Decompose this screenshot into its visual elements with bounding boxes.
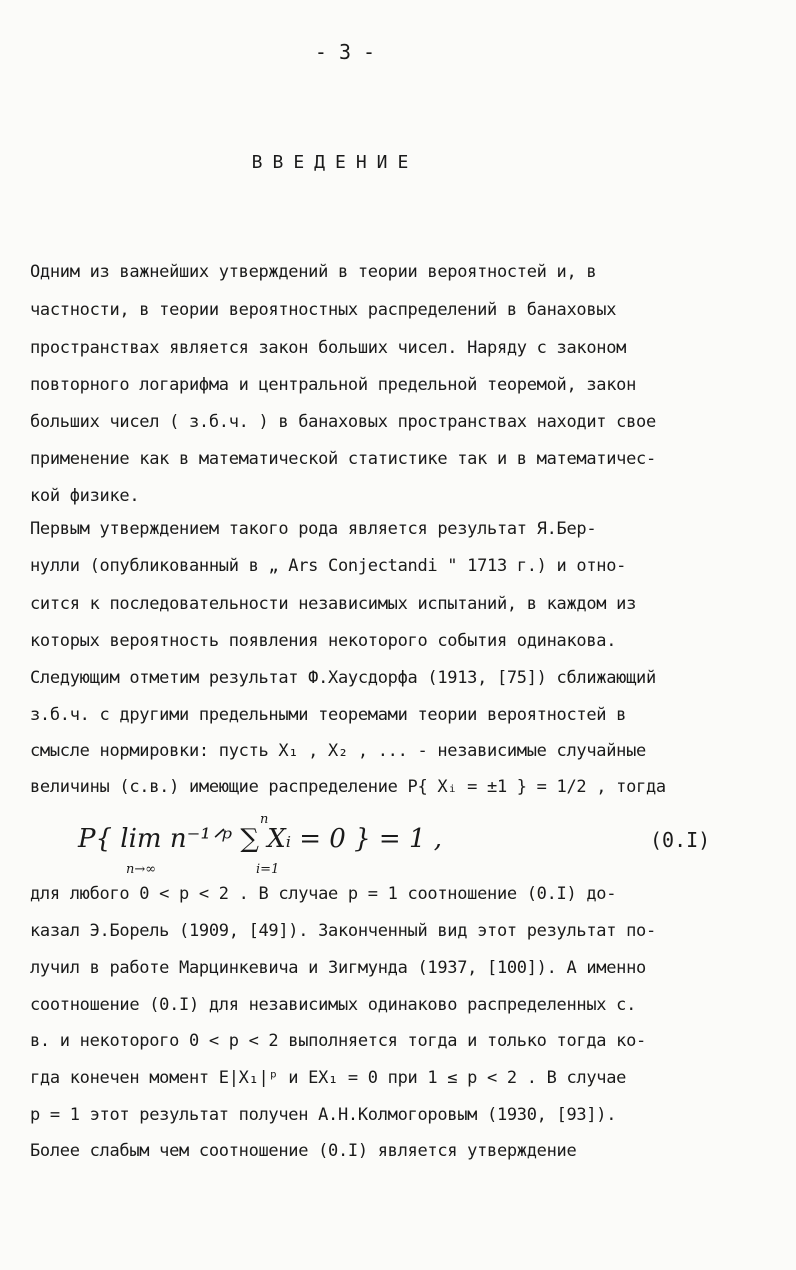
text-line: повторного логарифма и центральной предельной теоремой, закон	[30, 375, 637, 395]
text-line: p = 1 этот результат получен А.Н.Колмогоровым (1930, [93]).	[30, 1105, 617, 1125]
text-line: гда конечен момент E|X₁|ᵖ и EX₁ = 0 при 1 ≤ p < 2 . В случае	[30, 1068, 627, 1088]
text-line: лучил в работе Марцинкевича и Зигмунда (1937, [100]). А именно	[30, 958, 646, 978]
text-line: Следующим отметим результат Ф.Хаусдорфа (1913, [75]) сближающий	[30, 668, 656, 688]
text-line: для любого 0 < p < 2 . В случае p = 1 соотношение (0.I) до-	[30, 884, 617, 904]
text-line: соотношение (0.I) для независимых одинаково распределенных с.	[30, 995, 637, 1015]
text-line: нулли (опубликованный в „ Ars Conjectandi " 1713 г.) и отно-	[30, 556, 627, 576]
text-line: применение как в математической статистике так и в математичес-	[30, 449, 656, 469]
text-line: сится к последовательности независимых испытаний, в каждом из	[30, 594, 637, 614]
equation-number: (0.I)	[650, 828, 711, 852]
text-line: смысле нормировки: пусть X₁ , X₂ , ... - независимые случайные	[30, 741, 646, 761]
text-line: величины (с.в.) имеющие распределение P{ Xᵢ = ±1 } = 1/2 , тогда	[30, 777, 666, 797]
text-line: з.б.ч. с другими предельными теоремами теории вероятностей в	[30, 705, 627, 725]
formula-sum-lower: i=1	[256, 862, 280, 877]
formula-lim-subscript: n→∞	[126, 862, 157, 877]
text-line: Одним из важнейших утверждений в теории вероятностей и, в	[30, 262, 597, 282]
text-line: казал Э.Борель (1909, [49]). Законченный вид этот результат по-	[30, 921, 656, 941]
text-line: больших чисел ( з.б.ч. ) в банаховых пространствах находит свое	[30, 412, 656, 432]
text-line: в. и некоторого 0 < p < 2 выполняется тогда и только тогда ко-	[30, 1031, 646, 1051]
text-line: пространствах является закон больших чисел. Наряду с законом	[30, 338, 627, 358]
display-formula	[78, 812, 718, 877]
page-number: - 3 -	[314, 40, 376, 64]
text-line: частности, в теории вероятностных распределений в банаховых	[30, 300, 617, 320]
formula-sum-upper: n	[260, 812, 269, 827]
section-title: ВВЕДЕНИЕ	[251, 152, 419, 173]
text-line: Первым утверждением такого рода является результат Я.Бер-	[30, 519, 597, 539]
text-line: кой физике.	[30, 486, 140, 506]
formula-main: P{ lim n⁻¹ᐟᵖ ∑ Xᵢ = 0 } = 1 ,	[78, 824, 443, 854]
text-line: которых вероятность появления некоторого события одинакова.	[30, 631, 617, 651]
text-line: Более слабым чем соотношение (0.I) является утверждение	[30, 1141, 577, 1161]
